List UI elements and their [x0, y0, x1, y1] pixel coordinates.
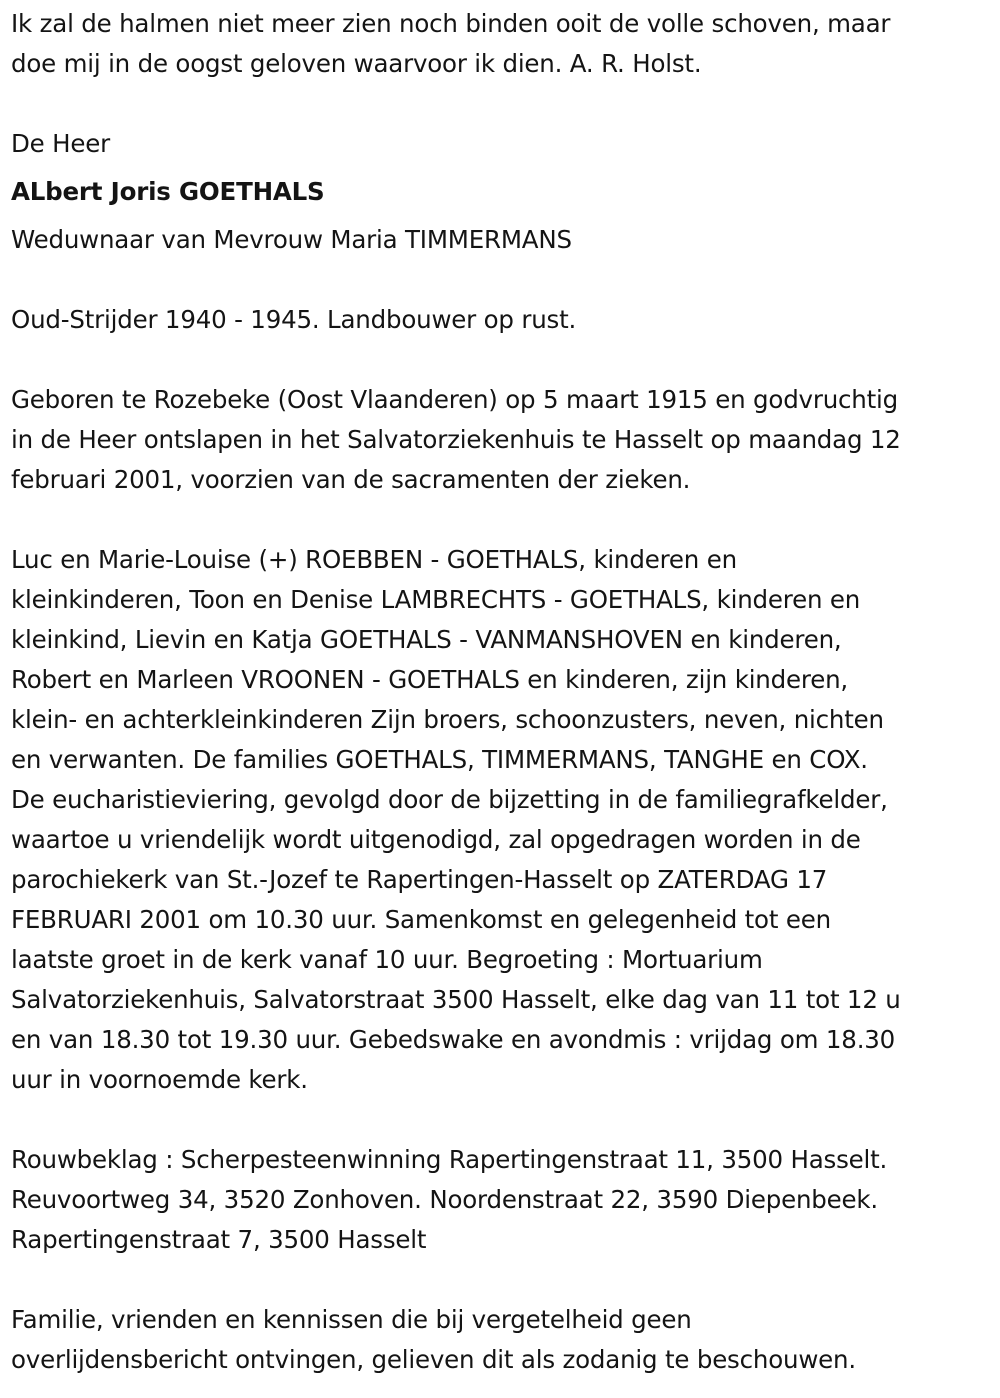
text-line: Luc en Marie-Louise (+) ROEBBEN - GOETHALS, kinderen en [11, 545, 737, 574]
text-line: Rouwbeklag : Scherpesteenwinning Rapertingenstraat 11, 3500 Hasselt. [11, 1145, 888, 1174]
condolences-paragraph [11, 1140, 988, 1260]
text-line: parochiekerk van St.-Jozef te Rapertingen-Hasselt op ZATERDAG 17 [11, 865, 828, 894]
closing-note-paragraph [11, 1300, 988, 1380]
text-line: FEBRUARI 2001 om 10.30 uur. Samenkomst en gelegenheid tot een [11, 905, 831, 934]
birth-death-paragraph [11, 380, 988, 500]
poem-line: Ik zal de halmen niet meer zien noch binden ooit de volle schoven, maar [11, 9, 891, 38]
text-line: kleinkind, Lievin en Katja GOETHALS - VANMANSHOVEN en kinderen, [11, 625, 842, 654]
text-line: kleinkinderen, Toon en Denise LAMBRECHTS - GOETHALS, kinderen en [11, 585, 861, 614]
text-line: Rapertingenstraat 7, 3500 Hasselt [11, 1225, 427, 1254]
salutation: De Heer [11, 129, 110, 158]
text-line: in de Heer ontslapen in het Salvatorziekenhuis te Hasselt op maandag 12 [11, 425, 901, 454]
text-line: Geboren te Rozebeke (Oost Vlaanderen) op 5 maart 1915 en godvruchtig [11, 385, 899, 414]
poem-line: doe mij in de oogst geloven waarvoor ik dien. A. R. Holst. [11, 49, 702, 78]
text-line: en van 18.30 tot 19.30 uur. Gebedswake en avondmis : vrijdag om 18.30 [11, 1025, 896, 1054]
text-line: laatste groet in de kerk vanaf 10 uur. Begroeting : Mortuarium [11, 945, 763, 974]
text-line: waartoe u vriendelijk wordt uitgenodigd, zal opgedragen worden in de [11, 825, 861, 854]
text-line: Robert en Marleen VROONEN - GOETHALS en kinderen, zijn kinderen, [11, 665, 848, 694]
text-line: klein- en achterkleinkinderen Zijn broers, schoonzusters, neven, nichten [11, 705, 884, 734]
family-ceremony-paragraph [11, 540, 988, 1100]
text-line: Salvatorziekenhuis, Salvatorstraat 3500 Hasselt, elke dag van 11 tot 12 u [11, 985, 901, 1014]
text-line: Reuvoortweg 34, 3520 Zonhoven. Noordenstraat 22, 3590 Diepenbeek. [11, 1185, 878, 1214]
text-line: De eucharistieviering, gevolgd door de bijzetting in de familiegrafkelder, [11, 785, 888, 814]
text-line: februari 2001, voorzien van de sacramenten der zieken. [11, 465, 691, 494]
text-line: en verwanten. De families GOETHALS, TIMMERMANS, TANGHE en COX. [11, 745, 868, 774]
text-line: overlijdensbericht ontvingen, gelieven dit als zodanig te beschouwen. [11, 1345, 856, 1374]
occupation: Oud-Strijder 1940 - 1945. Landbouwer op rust. [11, 305, 577, 334]
text-line: Familie, vrienden en kennissen die bij vergetelheid geen [11, 1305, 692, 1334]
deceased-name: ALbert Joris GOETHALS [11, 177, 325, 206]
poem-quote [11, 4, 988, 84]
text-line: uur in voornoemde kerk. [11, 1065, 308, 1094]
widower-of: Weduwnaar van Mevrouw Maria TIMMERMANS [11, 225, 572, 254]
